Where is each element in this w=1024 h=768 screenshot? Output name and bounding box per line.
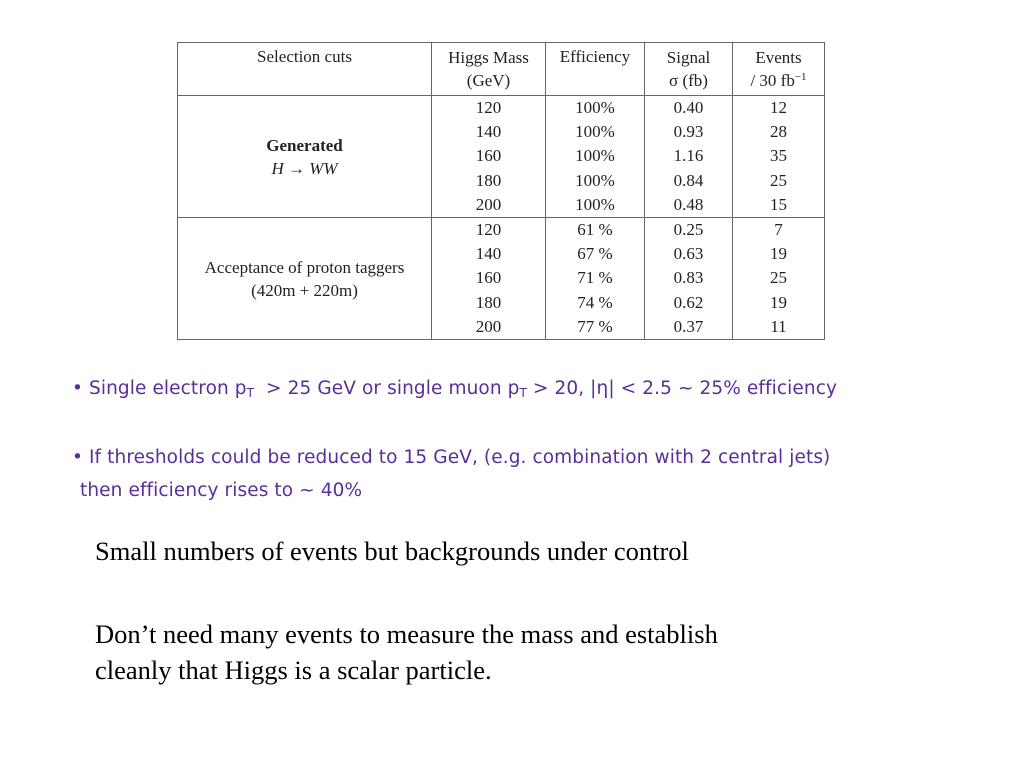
table-cell: 100%: [575, 170, 615, 190]
table-cell: 28: [770, 122, 787, 142]
efficiency-column-generated: [546, 96, 645, 218]
paragraph-mass-measurement: [95, 616, 975, 688]
table-cell: 7: [774, 220, 783, 240]
signal-column-acceptance: [645, 218, 733, 340]
table-cell: 71 %: [577, 268, 613, 288]
table-cell: 0.48: [673, 194, 704, 214]
table-cell: 100%: [575, 98, 615, 117]
events-column-generated: [733, 96, 825, 218]
header-higgs-mass: [432, 43, 546, 96]
results-table: [177, 42, 825, 340]
bullet-dot: •: [72, 378, 84, 399]
header-efficiency: [546, 43, 645, 96]
bullet1-sub-b: T: [519, 386, 527, 400]
paragraph-small-numbers: [95, 533, 975, 569]
header-events: [733, 43, 825, 96]
bullet-lepton-cuts: [72, 378, 837, 399]
table-cell: 160: [475, 146, 502, 166]
table-group-generated: [178, 96, 825, 218]
bullet2-line1: If thresholds could be reduced to 15 GeV, (e.g. combination with 2 central jets): [89, 447, 831, 468]
table-cell: 180: [475, 292, 502, 312]
header-events-sup: −1: [794, 71, 807, 83]
bullet1-text-b: > 25 GeV or single muon p: [254, 378, 520, 399]
table-cell: 19: [770, 292, 787, 312]
events-column-acceptance: [733, 218, 825, 340]
table-cell: 0.40: [673, 98, 704, 117]
table-cell: 1.16: [673, 146, 704, 166]
table-cell: 140: [475, 244, 502, 264]
cut-acceptance-title: Acceptance of proton taggers: [204, 257, 405, 277]
table-cell: 0.83: [673, 268, 704, 288]
table-cell: 0.63: [673, 244, 704, 264]
header-signal-line2: σ (fb): [669, 71, 708, 90]
header-events-line1: Events: [755, 48, 802, 67]
cut-generated-process: H → WW: [271, 158, 338, 178]
header-cuts-label: Selection cuts: [257, 47, 352, 66]
table-header-row: [178, 43, 825, 96]
table-cell: 0.93: [673, 122, 704, 142]
table-cell: 35: [770, 146, 787, 166]
cut-generated: [178, 96, 432, 218]
bullet2-line2: then efficiency rises to ~ 40%: [80, 480, 363, 501]
header-mass-line1: Higgs Mass: [448, 48, 529, 67]
table-cell: 120: [475, 220, 502, 240]
header-signal: [645, 43, 733, 96]
table-cell: 160: [475, 268, 502, 288]
paragraph2-line2: cleanly that Higgs is a scalar particle.: [95, 655, 492, 685]
header-selection-cuts: [178, 43, 432, 96]
table-cell: 74 %: [577, 292, 613, 312]
table-cell: 19: [770, 244, 787, 264]
table-cell: 15: [770, 194, 787, 214]
bullet1-text-a: Single electron p: [89, 378, 247, 399]
table-cell: 77 %: [577, 316, 613, 336]
cut-acceptance: [178, 218, 432, 340]
table-cell: 200: [475, 194, 502, 214]
table-cell: 120: [475, 98, 502, 117]
cut-acceptance-detail: (420m + 220m): [251, 280, 358, 300]
header-efficiency-label: Efficiency: [559, 47, 631, 66]
table-cell: 0.25: [673, 220, 704, 240]
table-cell: 0.84: [673, 170, 704, 190]
results-table-figure: [177, 42, 824, 335]
table-cell: 140: [475, 122, 502, 142]
efficiency-column-acceptance: [546, 218, 645, 340]
table-cell: 100%: [575, 194, 615, 214]
table-cell: 100%: [575, 146, 615, 166]
paragraph1-text: Small numbers of events but backgrounds under control: [95, 536, 689, 566]
mass-column-acceptance: [432, 218, 546, 340]
header-signal-line1: Signal: [666, 48, 711, 67]
bullet-dot: •: [72, 447, 84, 468]
bullet1-text-c: > 20, |η| < 2.5 ~ 25% efficiency: [526, 378, 838, 399]
paragraph2-line1: Don’t need many events to measure the mass and establish: [95, 619, 718, 649]
header-mass-line2: (GeV): [466, 71, 511, 90]
table-cell: 180: [475, 170, 502, 190]
table-cell: 25: [770, 268, 787, 288]
table-cell: 0.37: [673, 316, 704, 336]
table-cell: 25: [770, 170, 787, 190]
table-cell: 61 %: [577, 220, 613, 240]
table-cell: 11: [770, 316, 787, 336]
mass-column-generated: [432, 96, 546, 218]
bullet1-sub-a: T: [246, 386, 255, 400]
table-cell: 67 %: [577, 244, 613, 264]
table-cell: 200: [475, 316, 502, 336]
header-events-line2: / 30 fb: [750, 71, 795, 90]
table-group-acceptance: [178, 218, 825, 340]
cut-generated-title: Generated: [266, 135, 343, 155]
signal-column-generated: [645, 96, 733, 218]
bullet-thresholds: [72, 441, 830, 507]
table-cell: 0.62: [673, 292, 704, 312]
table-cell: 100%: [575, 122, 615, 142]
table-cell: 12: [770, 98, 787, 117]
